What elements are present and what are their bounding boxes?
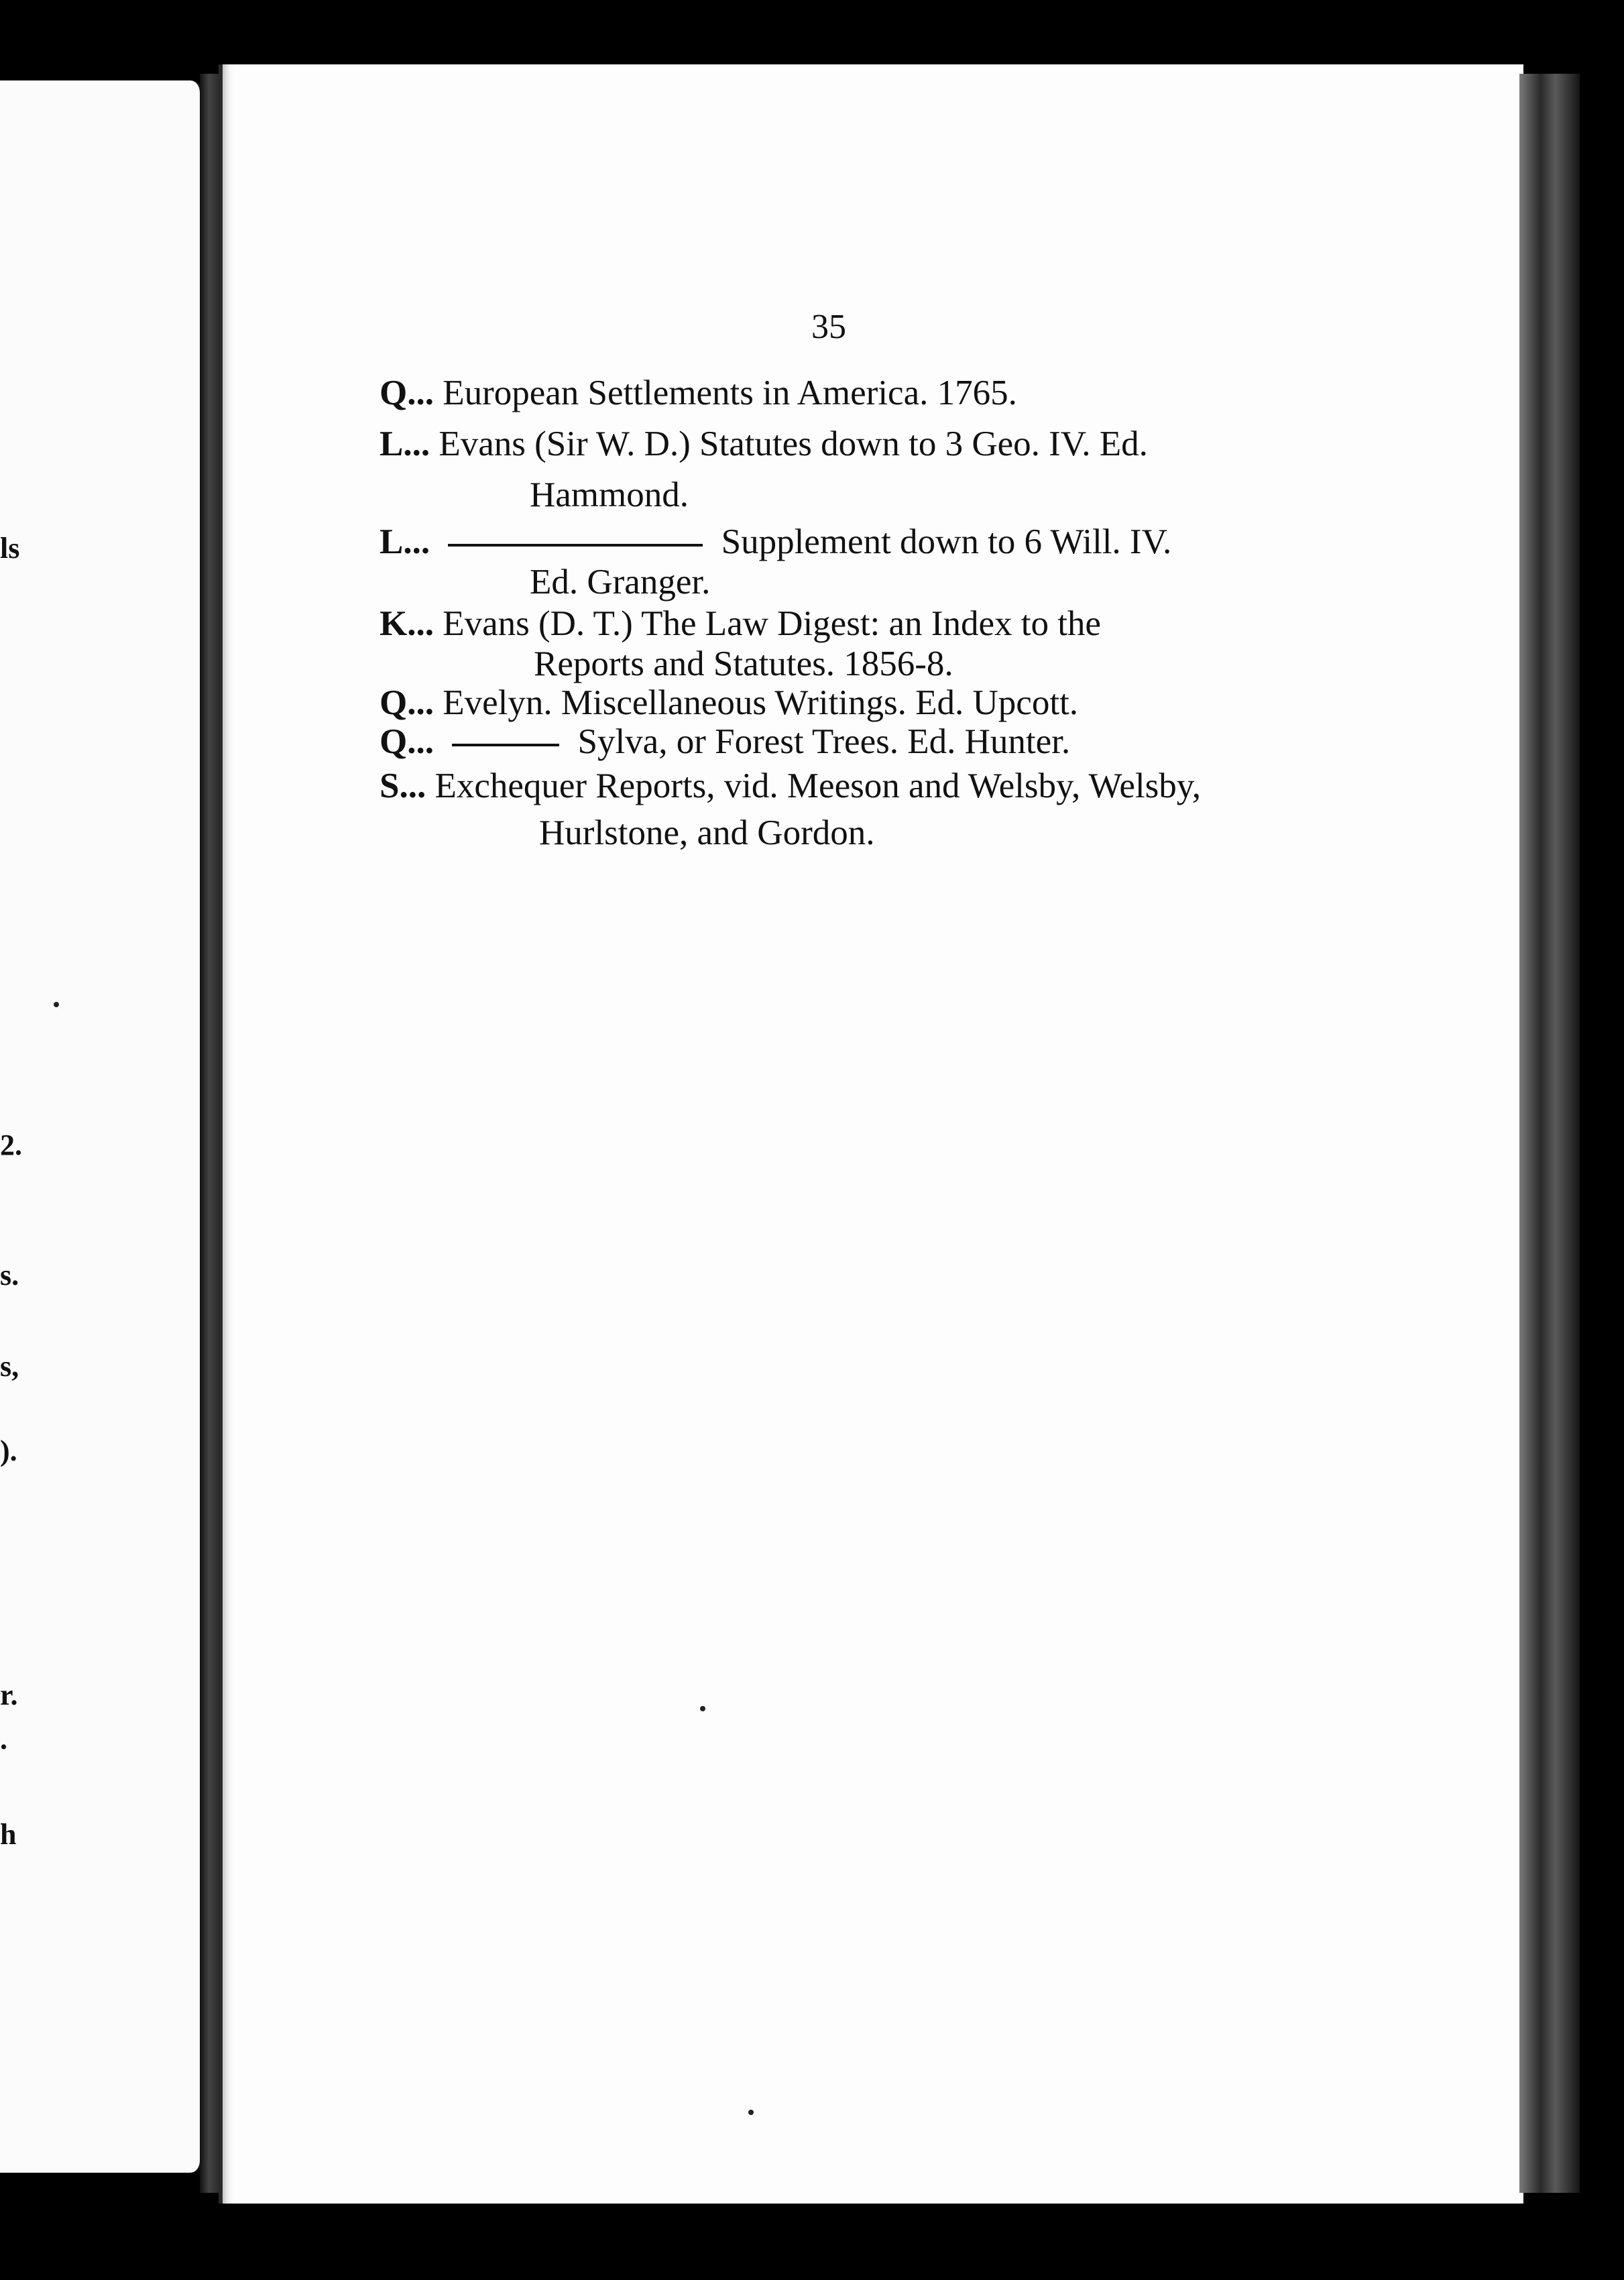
ditto-dash (452, 744, 559, 746)
margin-fragment: . (0, 1723, 7, 1756)
margin-fragment: s, (0, 1350, 19, 1383)
entry-text: European Settlements in America. 1765. (443, 374, 1017, 412)
entry-text: Sylva, or Forest Trees. Ed. Hunter. (577, 722, 1071, 761)
entry-continuation (530, 477, 689, 513)
margin-fragment: h (0, 1818, 17, 1851)
index-entry (380, 724, 1070, 760)
entry-text: Supplement down to 6 Will. IV. (721, 522, 1172, 561)
entry-text: Evelyn. Miscellaneous Writings. Ed. Upcott. (443, 683, 1079, 722)
entry-text: Ed. Granger. (530, 563, 711, 602)
entry-text: Hurlstone, and Gordon. (539, 813, 875, 852)
entry-continuation (530, 565, 710, 600)
index-entry (380, 376, 1017, 411)
page-number: 35 (811, 308, 846, 346)
left-page (0, 80, 202, 2173)
page-edge (1519, 74, 1580, 2193)
shelf-letter: Q... (380, 683, 434, 722)
index-entry (380, 426, 1148, 462)
entry-continuation (539, 815, 874, 851)
index-entry (380, 524, 1171, 560)
entry-continuation (534, 646, 953, 682)
margin-fragment: 2. (0, 1129, 22, 1161)
shelf-letter: Q... (380, 722, 434, 761)
shelf-letter: L... (380, 522, 430, 561)
index-entry (380, 768, 1201, 804)
margin-fragment: ls (0, 532, 20, 565)
entry-text: Exchequer Reports, vid. Meeson and Welsby, Welsby, (434, 766, 1202, 805)
ink-speck (700, 1706, 705, 1711)
ditto-dash (448, 544, 703, 547)
entry-text: Evans (D. T.) The Law Digest: an Index to the (443, 604, 1101, 643)
shelf-letter: Q... (380, 374, 434, 412)
margin-fragment: s. (0, 1259, 19, 1292)
shelf-letter: K... (380, 604, 434, 643)
index-entry (380, 606, 1101, 642)
margin-fragment: ). (0, 1434, 17, 1467)
ink-speck (748, 2110, 754, 2115)
entry-text: Hammond. (530, 475, 689, 514)
margin-fragment: r. (0, 1678, 18, 1711)
shelf-letter: L... (380, 424, 430, 463)
entry-text: Evans (Sir W. D.) Statutes down to 3 Geo. IV. Ed. (439, 424, 1148, 463)
index-entry (380, 685, 1078, 721)
entry-text: Reports and Statutes. 1856-8. (534, 644, 953, 683)
ink-speck (54, 1002, 59, 1007)
shelf-letter: S... (380, 766, 426, 805)
